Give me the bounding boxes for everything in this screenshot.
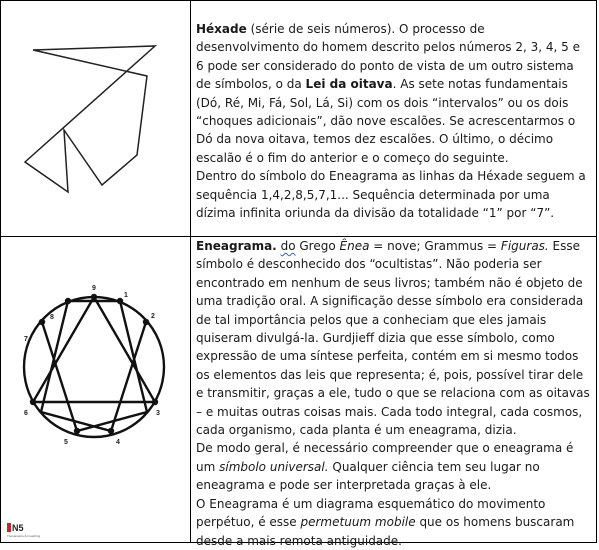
law-of-octave: Lei da oitava <box>305 77 393 92</box>
perpetuum-mobile: permetuum mobile <box>300 515 416 530</box>
hexad-intro: (série de seis números). O processo de desenvolvimento do homem descrito pelos números 2, 3, 4, 5 e 6 pode ser considerado do ponto de vista de um outro sistema de símbolos, o da <box>196 22 580 92</box>
logo-mark-text: N5 <box>12 523 24 533</box>
enneagram-figure <box>0 237 190 542</box>
enneagram-number-2: 2 <box>151 313 155 320</box>
enneagram-number-1: 1 <box>124 292 128 299</box>
universal-symbol: símbolo universal. <box>219 459 329 474</box>
table-column-divider <box>190 0 191 543</box>
word-figuras: Figuras. <box>500 239 549 253</box>
hexad-paragraph-1 <box>196 20 590 167</box>
hexad-text: . As sete notas fundamentais (Dó, Ré, Mi, Fá, Sol, Lá, Si) com os dois “intervalos” ou os dois “choques adicionais”, dão nove escalões. Se acrescentarmos o Dó da nova oitava, temos dez escalões. O último, o décimo escalão é o fim do anterior e o começo do seguinte. <box>196 77 576 165</box>
enneagram-number-4: 4 <box>116 439 120 446</box>
hexad-description <box>196 20 590 222</box>
enneagram-p2-b: Qualquer ciência tem seu lugar no eneagrama e pode ser interpretada graças à ele. <box>196 459 540 493</box>
n5-logo <box>7 521 47 539</box>
n5-logo-mark <box>7 521 47 539</box>
hexad-paragraph-2: Dentro do símbolo do Eneagrama as linhas da Héxade seguem a sequência 1,4,2,8,5,7,1... Sequência determinada por uma dízima infinita oriunda da divisão da totalidade “1” por “7”. <box>196 169 586 221</box>
table-border-right <box>596 0 597 543</box>
enneagram-number-6: 6 <box>24 410 28 417</box>
enneagram-text-2: = nove; Grammus = <box>369 239 501 253</box>
hexad-figure <box>0 0 190 236</box>
enneagram-text-1: Grego <box>295 239 340 253</box>
word-enea: Ênea <box>339 239 370 253</box>
hexad-title: Héxade <box>196 22 247 36</box>
logo-sub-text: Treinamento & Coaching <box>7 534 41 538</box>
enneagram-circle <box>24 297 164 437</box>
enneagram-number-3: 3 <box>156 410 160 417</box>
enneagram-number-9: 9 <box>92 285 96 292</box>
enneagram-hexad-lines <box>41 301 147 431</box>
enneagram-title: Eneagrama. <box>196 239 277 253</box>
enneagram-text-3: Esse símbolo é desconhecido dos “ocultistas”. Não poderia ser encontrado em nenhum de seus livros; também não é objeto de uma tradição oral. A significação desse símbolo era considerada de tal importância pelos que a conheciam que eles jamais quiseram divulgá-la. Gurdjieff dizia que esse símbolo, como expressão de uma síntese perfeita, contém em si mesmo todos os elementos das leis que representa; é, pois, possível tirar dele e transmitir, graças a ele, tudo o que se relaciona com as oitavas – e muitas outras coisas mais. Cada todo integral, cada cosmos, cada organismo, cada planta é um eneagrama, dizia. <box>196 239 590 438</box>
enneagram-paragraph-2 <box>196 439 590 494</box>
enneagram-paragraph-3 <box>196 495 590 550</box>
enneagram-p3-b: que os homens buscaram desde a mais remota antiguidade. <box>196 515 575 548</box>
enneagram-number-5: 5 <box>64 439 68 446</box>
enneagram-number-7: 7 <box>24 336 28 343</box>
word-do: do <box>280 239 296 253</box>
hexad-lines <box>25 46 155 192</box>
enneagram-p2-a: De modo geral, é necessário compreender que o eneagrama é um <box>196 441 574 474</box>
enneagram-number-8: 8 <box>50 314 54 321</box>
enneagram-p3-a: O Eneagrama é um diagrama esquemático do movimento perpétuo, é esse <box>196 496 546 530</box>
enneagram-description <box>196 237 590 550</box>
enneagram-paragraph-1 <box>196 237 590 439</box>
